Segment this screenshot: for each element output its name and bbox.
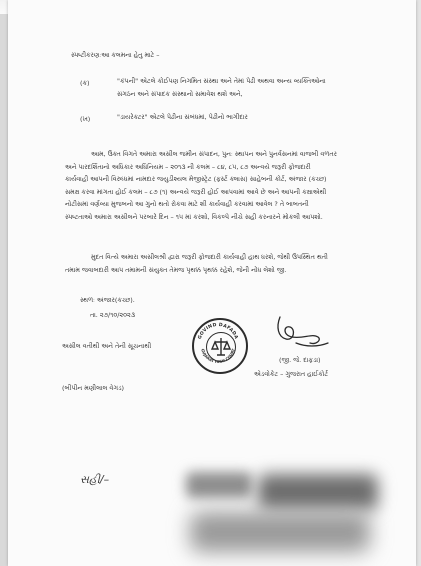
- blurred-area: [190, 512, 370, 552]
- advocate-seal: [192, 318, 248, 374]
- definition-kha-text: [117, 111, 248, 124]
- definition-ka-text: [117, 75, 326, 100]
- seal-emblem: [206, 332, 236, 362]
- paragraph-line: સ્પષ્ટતાઓ અમારા અસીલને પરબારે દિન – ૧૫ માં કરશો, વિકલ્પે નીચે સહી કરનારને મોકલી આપશો.: [65, 212, 323, 221]
- definition-ka-line: સંગઠન અને સંપાદક સંસ્થાનો સમાવેશ થશે અને,: [117, 89, 243, 98]
- paragraph-line: આમ, ઉક્ત વિગતે અમારા અસીલ જમીન સંપાદન, પુનઃ સ્થાપન અને પુનર્વસનમાં વાજબી વળતર: [91, 150, 337, 158]
- paragraph-line: અને પારદર્શિતાનો અધિકાર અધિનિયમ – ૨૦૧૩ ની કલમ – ૮૪, ૮૫, ૮૭ અન્વયે જરૂરી ફોજદારી: [65, 162, 311, 171]
- paragraph-line: તમામ જવાબદારી આપ તમામની સંયુક્ત તેમજ પૃથક્ક પૃથક્ક રહેશે, જેની નોંધ લેશો જી.: [65, 265, 287, 274]
- paragraph-line: મુદત વિત્યે અમારા અસીલશ્રી દ્વારા જરૂરી ફોજદારી કાર્યવાહી હાથ ધરશે, જેથી ઉપસ્થિત થતી: [91, 253, 328, 261]
- scales-of-justice-icon: [207, 333, 235, 361]
- advocate-signature: [266, 313, 336, 353]
- svg-text:GOVIND DAFADA: GOVIND DAFADA: [197, 322, 239, 341]
- definition-marker-ka: (ક): [80, 79, 90, 87]
- advocate-title: એડવોકેટ – ગુજરાત હાઈકોર્ટ: [254, 370, 329, 378]
- paragraph-line: કાર્યવાહી આપની વિરુધ્ધમાં નામદાર જયુડીશ્યલ મેજીસ્ટ્રેટ (ફર્સ્ટ ક્લાસ) સાહેબની કોર્ટ, અંજાર (કચ્છ): [65, 175, 327, 184]
- document-page: [8, 0, 416, 566]
- definition-marker-kha: (ખ): [80, 115, 91, 123]
- deadline-paragraph: [65, 251, 328, 276]
- definition-ka-line: "કંપની" એટલે કોઈપણ નિગમિત સંસ્થા અને તેમાં પેઢી અથવા અન્ય વ્યક્તિઓના: [117, 77, 326, 85]
- client-instruction: અસીલ વતીથી અને તેની સૂચનાથી: [62, 342, 152, 350]
- blurred-area: [186, 472, 252, 498]
- client-name: (બીપીન મણીલાલ વેગડ): [62, 384, 125, 392]
- place-line: સ્થળઃ અંજાર(કચ્છ).: [80, 296, 135, 304]
- client-signature: સહી/–: [80, 473, 110, 486]
- date-line: તા. ૨૭/૧૦/૨૦૨૩: [90, 311, 135, 319]
- paragraph-line: નોટીસમાં વર્ણવ્યા મુજબનો આ ગુનો થતો રોકવા માટે શી કાર્યવાહી કરવામાં આવેલ ? તે બાબતની: [65, 200, 309, 209]
- main-paragraph: [65, 148, 337, 224]
- advocate-name: (જી. જે. દાફડા): [279, 356, 321, 364]
- svg-text:GUJARAT HIGH COURT: GUJARAT HIGH COURT: [200, 347, 236, 365]
- blurred-area: [258, 474, 378, 510]
- clarification-heading: સ્પષ્ટીકરણઃઆ કલમના હેતુ માટે –: [71, 51, 160, 59]
- paragraph-line: સમક્ષ કરવા માંગતા હોઈ કલમ – ૮૭ (૧) અન્વયે જરૂરી હોઈ આપવામાં આવે છે અને આપની કક્ષાએથી: [65, 187, 327, 196]
- definition-kha-line: "ડાયરેક્ટર" એટલે પેઢીના સંબંધમાં, પેઢીનો ભાગીદાર: [117, 113, 248, 121]
